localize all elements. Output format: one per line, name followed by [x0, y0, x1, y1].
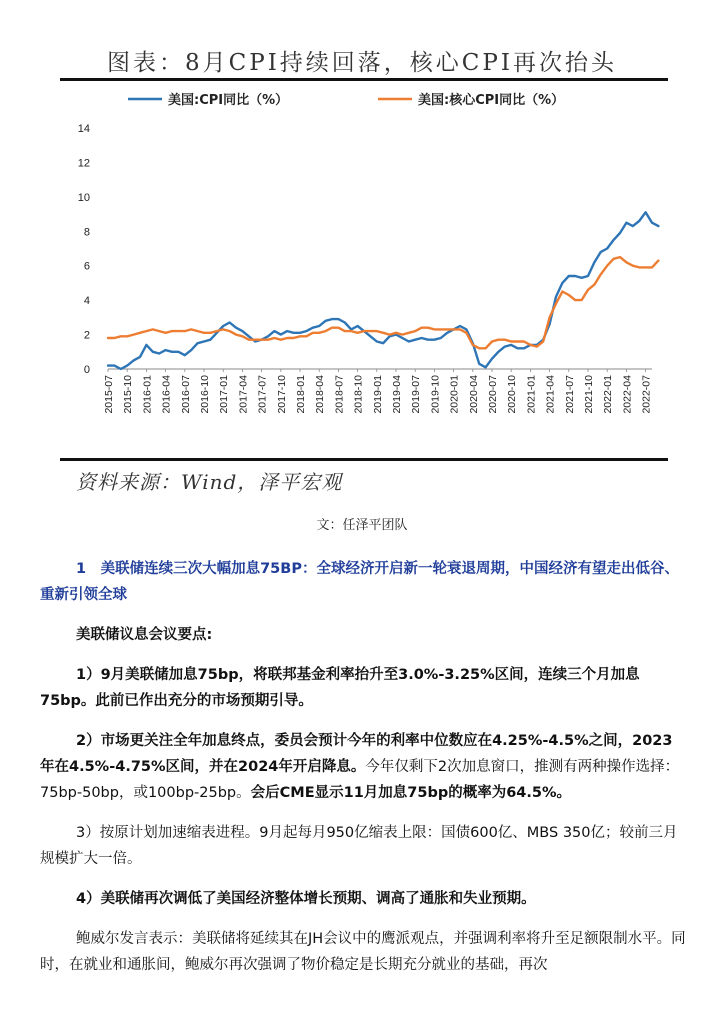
x-tick-label: 2022-01 [602, 375, 615, 414]
x-tick-label: 2017-10 [275, 375, 288, 414]
x-tick-label: 2019-10 [429, 375, 442, 414]
paragraph-2-bold-b: 会后CME显示11月加息75bp的概率为64.5%。 [250, 785, 572, 801]
subheading: 美联储议息会议要点: [76, 627, 213, 643]
x-tick-label: 2021-01 [525, 375, 538, 414]
cpi-line-chart [60, 82, 668, 458]
x-tick-label: 2021-07 [563, 375, 576, 414]
x-tick-label: 2018-07 [333, 375, 346, 414]
x-tick-label: 2018-10 [352, 375, 365, 414]
y-tick-label: 0 [83, 364, 90, 376]
x-tick-label: 2022-04 [621, 375, 634, 414]
x-tick-label: 2022-07 [640, 375, 653, 414]
paragraph-2-bold-a: 2）市场更关注全年加息终点，委员会预计今年的利率中位数应在4.25%-4.5%之间，2023年在4.5%-4.75%区间，并在2024年开启降息。 [40, 733, 673, 775]
byline: 文：任泽平团队 [316, 518, 408, 533]
legend-label: 美国:CPI同比（%） [168, 93, 289, 108]
y-tick-label: 6 [83, 260, 90, 273]
series-line [108, 212, 658, 369]
x-tick-label: 2015-07 [103, 375, 115, 414]
paragraph-1: 1）9月美联储加息75bp，将联邦基金利率抬升至3.0%-3.25%区间，连续三个月加息75bp。此前已作出充分的市场预期引导。 [40, 667, 640, 709]
y-tick-label: 8 [83, 226, 90, 239]
x-tick-label: 2021-10 [583, 375, 595, 414]
bottom-rule [60, 458, 668, 461]
article-body [40, 556, 686, 992]
top-rule [60, 78, 668, 81]
x-tick-label: 2018-04 [314, 375, 327, 414]
x-tick-label: 2020-10 [506, 375, 519, 414]
x-tick-label: 2016-10 [199, 375, 211, 414]
y-tick-label: 10 [77, 191, 90, 204]
x-tick-label: 2017-07 [256, 375, 269, 414]
series-line [108, 257, 658, 348]
x-tick-label: 2015-10 [122, 375, 135, 414]
section-heading: 1 美联储连续三次大幅加息75BP：全球经济开启新一轮衰退周期，中国经济有望走出低谷、重新引领全球 [40, 561, 679, 603]
x-tick-label: 2017-04 [237, 375, 250, 414]
x-tick-label: 2016-04 [160, 375, 173, 414]
paragraph-2-normal: 今年仅剩下2次加息窗口，推测有两种操作选择：75bp-50bp，或100bp-25bp。 [40, 759, 680, 801]
y-tick-label: 14 [77, 123, 90, 135]
x-tick-label: 2020-07 [487, 375, 499, 414]
x-tick-label: 2020-01 [448, 375, 461, 414]
paragraph-3: 3）按原计划加速缩表进程。9月起每月950亿缩表上限：国债600亿、MBS 350亿；较前三月规模扩大一倍。 [40, 825, 678, 867]
y-tick-label: 12 [77, 157, 90, 170]
x-tick-label: 2017-01 [218, 375, 231, 414]
x-tick-label: 2019-07 [410, 375, 423, 414]
x-tick-label: 2019-04 [391, 375, 403, 414]
paragraph-2 [40, 728, 686, 806]
x-tick-label: 2016-07 [179, 375, 192, 414]
figure-source: 资料来源：Wind，泽平宏观 [76, 470, 343, 494]
paragraph-4: 4）美联储再次调低了美国经济整体增长预期、调高了通胀和失业预期。 [76, 891, 536, 907]
x-tick-label: 2018-01 [295, 375, 307, 414]
figure-title: 图表：8月CPI持续回落，核心CPI再次抬头 [107, 50, 617, 76]
x-tick-label: 2021-04 [544, 374, 557, 414]
x-tick-label: 2019-01 [371, 375, 384, 414]
y-tick-label: 4 [83, 295, 90, 308]
paragraph-5: 鲍威尔发言表示：美联储将延续其在JH会议中的鹰派观点，并强调利率将升至足额限制水平。同时，在就业和通胀间，鲍威尔再次强调了物价稳定是长期充分就业的基础，再次 [40, 931, 686, 973]
y-tick-label: 2 [83, 329, 90, 342]
x-tick-label: 2020-04 [467, 375, 480, 414]
legend-label: 美国:核心CPI同比（%） [418, 93, 565, 108]
x-tick-label: 2016-01 [141, 375, 154, 414]
